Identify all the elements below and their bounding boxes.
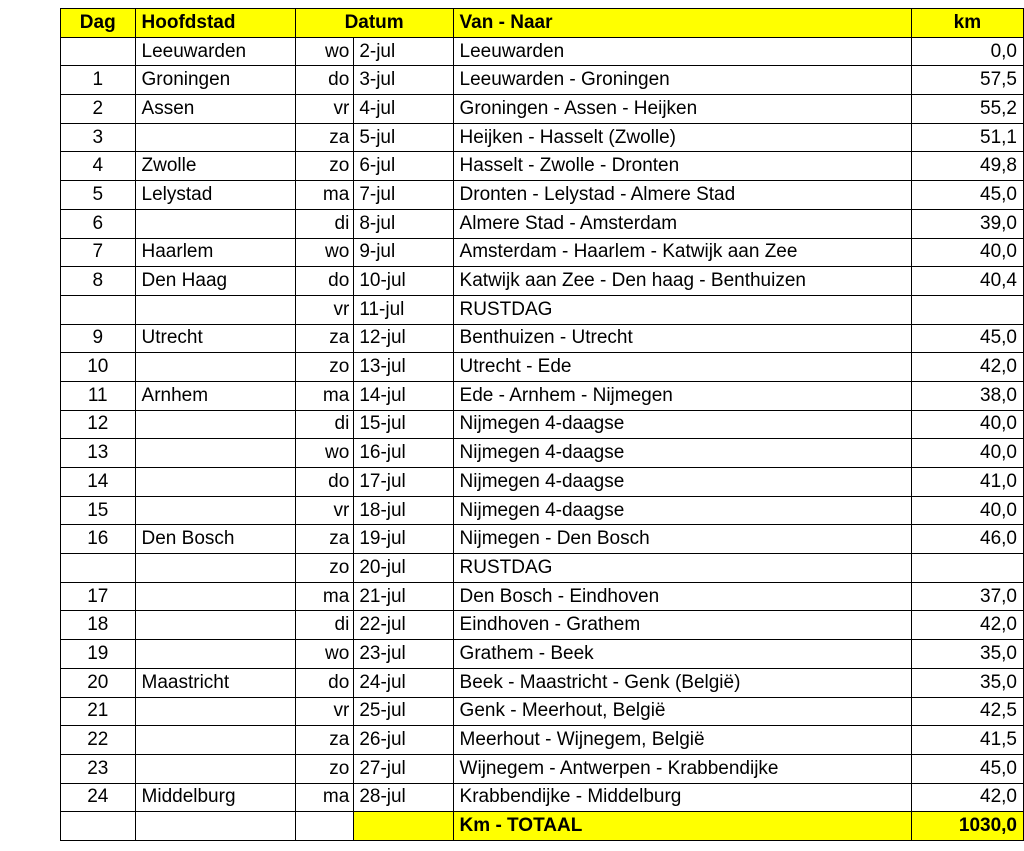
cell-hoofdstad: Middelburg (135, 783, 295, 812)
table-row (61, 697, 1024, 726)
cell-hoofdstad (135, 611, 295, 640)
cell-dag: 18 (61, 611, 136, 640)
table-row (61, 66, 1024, 95)
cell-date: 8-jul (354, 209, 453, 238)
table-row (61, 783, 1024, 812)
cell-date: 17-jul (354, 468, 453, 497)
cell-hoofdstad (135, 554, 295, 583)
total-empty-date (354, 812, 453, 841)
cell-weekday: do (295, 468, 354, 497)
cell-km: 38,0 (911, 381, 1023, 410)
cell-dag: 9 (61, 324, 136, 353)
cell-hoofdstad (135, 353, 295, 382)
table-row (61, 468, 1024, 497)
cell-hoofdstad (135, 468, 295, 497)
cell-route: Eindhoven - Grathem (453, 611, 911, 640)
cell-km: 41,0 (911, 468, 1023, 497)
cell-weekday: ma (295, 181, 354, 210)
cell-dag: 8 (61, 267, 136, 296)
cell-km: 46,0 (911, 525, 1023, 554)
cell-km: 45,0 (911, 754, 1023, 783)
cell-route: Nijmegen 4-daagse (453, 496, 911, 525)
cell-hoofdstad (135, 697, 295, 726)
cell-route: Ede - Arnhem - Nijmegen (453, 381, 911, 410)
cell-dag: 12 (61, 410, 136, 439)
cell-route: Nijmegen 4-daagse (453, 468, 911, 497)
table-row (61, 353, 1024, 382)
table-row (61, 324, 1024, 353)
cell-route: Meerhout - Wijnegem, België (453, 726, 911, 755)
cell-km: 51,1 (911, 123, 1023, 152)
cell-dag: 5 (61, 181, 136, 210)
cell-route: Dronten - Lelystad - Almere Stad (453, 181, 911, 210)
cell-route: Nijmegen 4-daagse (453, 410, 911, 439)
cell-date: 2-jul (354, 37, 453, 66)
cell-km (911, 295, 1023, 324)
cell-weekday: ma (295, 783, 354, 812)
cell-weekday: di (295, 209, 354, 238)
cell-km (911, 554, 1023, 583)
cell-date: 9-jul (354, 238, 453, 267)
cell-hoofdstad (135, 496, 295, 525)
cell-date: 20-jul (354, 554, 453, 583)
table-row (61, 439, 1024, 468)
cell-weekday: wo (295, 640, 354, 669)
cell-hoofdstad: Leeuwarden (135, 37, 295, 66)
cell-hoofdstad: Arnhem (135, 381, 295, 410)
cell-km: 42,0 (911, 353, 1023, 382)
cell-hoofdstad: Zwolle (135, 152, 295, 181)
cell-route: Leeuwarden - Groningen (453, 66, 911, 95)
cell-dag: 19 (61, 640, 136, 669)
table-row (61, 95, 1024, 124)
cell-km: 35,0 (911, 640, 1023, 669)
cell-date: 3-jul (354, 66, 453, 95)
cell-hoofdstad (135, 123, 295, 152)
header-datum: Datum (295, 9, 453, 38)
cell-km: 57,5 (911, 66, 1023, 95)
cell-dag: 2 (61, 95, 136, 124)
cell-date: 25-jul (354, 697, 453, 726)
cell-dag: 4 (61, 152, 136, 181)
cell-km: 42,0 (911, 783, 1023, 812)
cell-hoofdstad: Assen (135, 95, 295, 124)
cell-date: 16-jul (354, 439, 453, 468)
cell-weekday: vr (295, 295, 354, 324)
cell-hoofdstad: Den Bosch (135, 525, 295, 554)
cell-weekday: vr (295, 496, 354, 525)
total-empty-stad (135, 812, 295, 841)
table-row (61, 726, 1024, 755)
cell-weekday: wo (295, 439, 354, 468)
cell-route: Krabbendijke - Middelburg (453, 783, 911, 812)
cell-dag: 14 (61, 468, 136, 497)
cell-route: Benthuizen - Utrecht (453, 324, 911, 353)
cell-hoofdstad (135, 754, 295, 783)
cell-date: 6-jul (354, 152, 453, 181)
cell-hoofdstad: Den Haag (135, 267, 295, 296)
cell-hoofdstad: Haarlem (135, 238, 295, 267)
cell-date: 13-jul (354, 353, 453, 382)
cell-km: 45,0 (911, 181, 1023, 210)
cell-km: 42,5 (911, 697, 1023, 726)
cell-weekday: di (295, 410, 354, 439)
cell-hoofdstad (135, 439, 295, 468)
cell-km: 42,0 (911, 611, 1023, 640)
cell-weekday: do (295, 267, 354, 296)
cell-date: 12-jul (354, 324, 453, 353)
cell-dag (61, 37, 136, 66)
cell-km: 35,0 (911, 668, 1023, 697)
cell-weekday: ma (295, 582, 354, 611)
cell-route: Utrecht - Ede (453, 353, 911, 382)
cell-route: Groningen - Assen - Heijken (453, 95, 911, 124)
cell-hoofdstad: Lelystad (135, 181, 295, 210)
cell-weekday: za (295, 324, 354, 353)
table-row (61, 525, 1024, 554)
cell-km: 55,2 (911, 95, 1023, 124)
table-row (61, 582, 1024, 611)
cell-dag (61, 295, 136, 324)
cell-route: RUSTDAG (453, 554, 911, 583)
cell-weekday: zo (295, 554, 354, 583)
cell-weekday: zo (295, 353, 354, 382)
cell-dag: 11 (61, 381, 136, 410)
cell-dag: 22 (61, 726, 136, 755)
cell-km: 41,5 (911, 726, 1023, 755)
header-row (61, 9, 1024, 38)
cell-weekday: di (295, 611, 354, 640)
cell-hoofdstad: Utrecht (135, 324, 295, 353)
header-van-naar: Van - Naar (453, 9, 911, 38)
cell-route: Nijmegen 4-daagse (453, 439, 911, 468)
cell-route: Amsterdam - Haarlem - Katwijk aan Zee (453, 238, 911, 267)
cell-km: 40,0 (911, 410, 1023, 439)
cell-weekday: za (295, 726, 354, 755)
total-row (61, 812, 1024, 841)
cell-route: Den Bosch - Eindhoven (453, 582, 911, 611)
cell-weekday: vr (295, 697, 354, 726)
table-row (61, 209, 1024, 238)
table-row (61, 152, 1024, 181)
table-row (61, 496, 1024, 525)
table-row (61, 267, 1024, 296)
cell-date: 24-jul (354, 668, 453, 697)
cell-date: 19-jul (354, 525, 453, 554)
cell-dag: 7 (61, 238, 136, 267)
cell-weekday: do (295, 66, 354, 95)
cell-route: Beek - Maastricht - Genk (België) (453, 668, 911, 697)
cell-hoofdstad (135, 582, 295, 611)
cell-weekday: za (295, 123, 354, 152)
table-row (61, 554, 1024, 583)
cell-dag: 16 (61, 525, 136, 554)
cell-hoofdstad: Maastricht (135, 668, 295, 697)
table-row (61, 123, 1024, 152)
route-schedule-table (60, 8, 1024, 841)
cell-route: Grathem - Beek (453, 640, 911, 669)
table-row (61, 611, 1024, 640)
cell-dag: 3 (61, 123, 136, 152)
header-km: km (911, 9, 1023, 38)
cell-km: 49,8 (911, 152, 1023, 181)
cell-weekday: wo (295, 238, 354, 267)
table-row (61, 381, 1024, 410)
total-label: Km - TOTAAL (453, 812, 911, 841)
cell-date: 7-jul (354, 181, 453, 210)
total-empty-weekday (295, 812, 354, 841)
cell-date: 15-jul (354, 410, 453, 439)
cell-hoofdstad (135, 640, 295, 669)
cell-weekday: zo (295, 754, 354, 783)
table-row (61, 37, 1024, 66)
header-dag: Dag (61, 9, 136, 38)
cell-route: Wijnegem - Antwerpen - Krabbendijke (453, 754, 911, 783)
cell-route: Leeuwarden (453, 37, 911, 66)
cell-dag: 20 (61, 668, 136, 697)
cell-date: 22-jul (354, 611, 453, 640)
cell-dag: 15 (61, 496, 136, 525)
cell-dag: 10 (61, 353, 136, 382)
cell-date: 27-jul (354, 754, 453, 783)
cell-date: 5-jul (354, 123, 453, 152)
cell-date: 21-jul (354, 582, 453, 611)
cell-km: 40,4 (911, 267, 1023, 296)
cell-km: 37,0 (911, 582, 1023, 611)
cell-hoofdstad (135, 410, 295, 439)
cell-route: Genk - Meerhout, België (453, 697, 911, 726)
table-row (61, 410, 1024, 439)
cell-dag: 1 (61, 66, 136, 95)
cell-dag: 24 (61, 783, 136, 812)
cell-hoofdstad (135, 726, 295, 755)
cell-weekday: zo (295, 152, 354, 181)
cell-date: 4-jul (354, 95, 453, 124)
cell-route: Hasselt - Zwolle - Dronten (453, 152, 911, 181)
cell-dag: 13 (61, 439, 136, 468)
cell-date: 26-jul (354, 726, 453, 755)
cell-km: 39,0 (911, 209, 1023, 238)
cell-date: 10-jul (354, 267, 453, 296)
cell-date: 11-jul (354, 295, 453, 324)
cell-km: 40,0 (911, 496, 1023, 525)
cell-date: 18-jul (354, 496, 453, 525)
cell-weekday: wo (295, 37, 354, 66)
table-row (61, 668, 1024, 697)
total-km: 1030,0 (911, 812, 1023, 841)
cell-dag: 6 (61, 209, 136, 238)
cell-date: 23-jul (354, 640, 453, 669)
schedule-body (61, 37, 1024, 812)
cell-km: 40,0 (911, 439, 1023, 468)
cell-route: Almere Stad - Amsterdam (453, 209, 911, 238)
cell-weekday: ma (295, 381, 354, 410)
table-row (61, 181, 1024, 210)
cell-hoofdstad: Groningen (135, 66, 295, 95)
cell-date: 28-jul (354, 783, 453, 812)
cell-km: 45,0 (911, 324, 1023, 353)
cell-km: 40,0 (911, 238, 1023, 267)
cell-route: RUSTDAG (453, 295, 911, 324)
table-row (61, 754, 1024, 783)
cell-route: Heijken - Hasselt (Zwolle) (453, 123, 911, 152)
cell-hoofdstad (135, 295, 295, 324)
table-row (61, 295, 1024, 324)
total-empty-dag (61, 812, 136, 841)
table-row (61, 238, 1024, 267)
cell-weekday: za (295, 525, 354, 554)
cell-dag (61, 554, 136, 583)
cell-dag: 23 (61, 754, 136, 783)
cell-km: 0,0 (911, 37, 1023, 66)
cell-weekday: vr (295, 95, 354, 124)
cell-dag: 17 (61, 582, 136, 611)
cell-route: Nijmegen - Den Bosch (453, 525, 911, 554)
cell-date: 14-jul (354, 381, 453, 410)
header-hoofdstad: Hoofdstad (135, 9, 295, 38)
cell-weekday: do (295, 668, 354, 697)
cell-route: Katwijk aan Zee - Den haag - Benthuizen (453, 267, 911, 296)
cell-hoofdstad (135, 209, 295, 238)
table-row (61, 640, 1024, 669)
cell-dag: 21 (61, 697, 136, 726)
